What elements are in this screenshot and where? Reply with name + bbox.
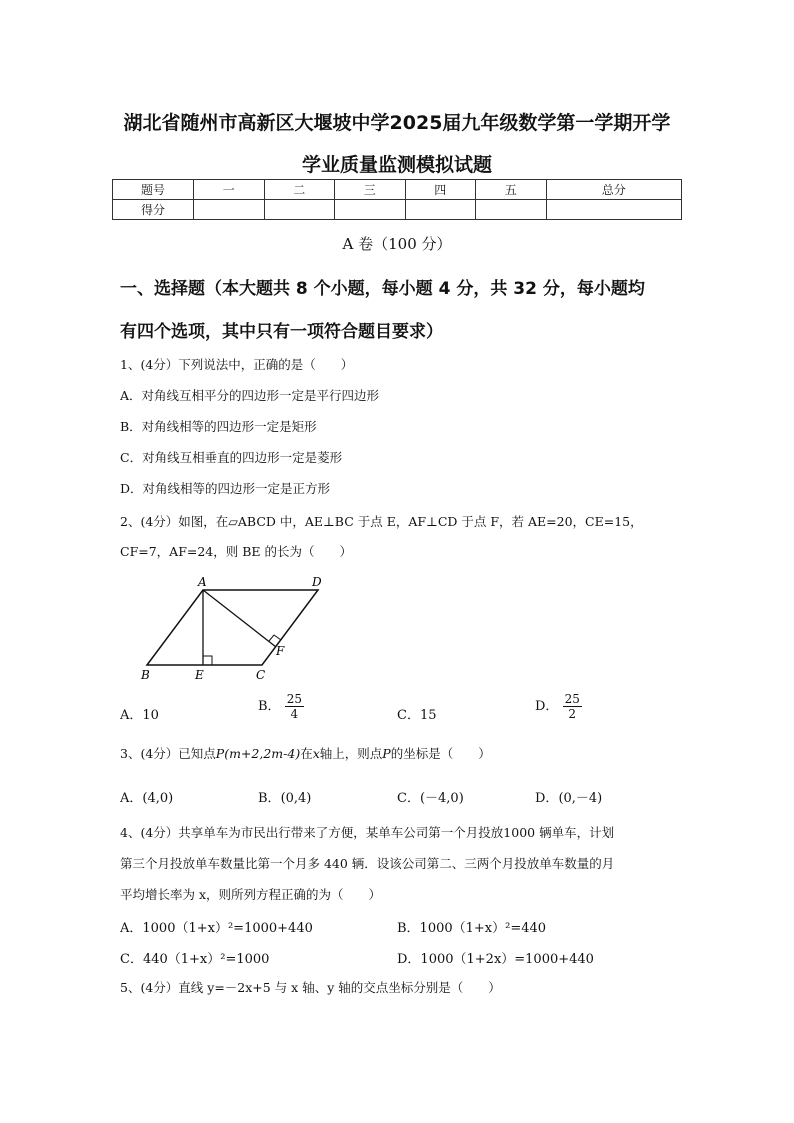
document-title-line2: 学业质量监测模拟试题 xyxy=(301,154,492,176)
q2-option-b xyxy=(258,692,304,721)
q4-option-a: A．1000（1+x）²=1000+440 xyxy=(120,921,313,936)
score-header-cell: 四 xyxy=(405,180,476,200)
q2-stem-line2: CF=7，AF=24，则 BE 的长为（ ） xyxy=(120,544,353,559)
score-header-cell: 三 xyxy=(335,180,406,200)
part1-heading-line2: 有四个选项，其中只有一项符合题目要求） xyxy=(120,322,443,342)
fraction-numerator: 25 xyxy=(286,692,302,706)
score-cell[interactable] xyxy=(264,200,335,220)
q1-option-b: B．对角线相等的四边形一定是矩形 xyxy=(120,419,317,434)
score-header-cell: 总分 xyxy=(546,180,682,200)
q2-option-b-label: B． xyxy=(258,699,281,714)
label-e: E xyxy=(195,668,204,682)
q3-option-c xyxy=(397,787,464,806)
score-cell[interactable] xyxy=(194,200,265,220)
fraction xyxy=(563,692,582,721)
q3-option-a-value: (4,0) xyxy=(142,791,174,806)
label-c: C xyxy=(256,668,266,682)
q4-option-d: D．1000（1+2x）=1000+440 xyxy=(397,952,594,967)
q4-stem-line2: 第三个月投放单车数量比第一个月多 440 辆．设该公司第二、三两个月投放单车数量的月 xyxy=(120,856,615,871)
q2-option-c: C．15 xyxy=(397,708,437,723)
score-table-header-row xyxy=(113,180,682,200)
q3-p-var: P xyxy=(382,746,391,761)
score-table xyxy=(112,179,682,220)
q3-option-b-value: (0,4) xyxy=(280,791,312,806)
fraction xyxy=(285,692,304,721)
q1-stem: 1、(4分）下列说法中，正确的是（ ） xyxy=(120,357,354,372)
score-cell[interactable] xyxy=(405,200,476,220)
q3-x-var: x xyxy=(312,746,320,761)
q2-option-d xyxy=(535,692,582,721)
q1-option-c: C．对角线互相垂直的四边形一定是菱形 xyxy=(120,450,343,465)
q3-option-c-value: (－4,0) xyxy=(419,791,464,806)
label-b: B xyxy=(141,668,150,682)
q3-option-d-label: D． xyxy=(535,791,559,806)
fraction-numerator: 25 xyxy=(564,692,580,706)
label-a: A xyxy=(198,575,207,589)
q4-option-c: C．440（1+x）²=1000 xyxy=(120,952,270,967)
q2-option-a: A．10 xyxy=(120,708,159,723)
q3-point-expression: P(m+2,2m-4) xyxy=(215,746,301,761)
q1-option-d: D．对角线相等的四边形一定是正方形 xyxy=(120,481,331,496)
score-cell[interactable] xyxy=(476,200,547,220)
label-f: F xyxy=(276,644,285,658)
score-header-cell: 一 xyxy=(194,180,265,200)
q4-stem-line1: 4、(4分）共享单车为市民出行带来了方便，某单车公司第一个月投放1000 辆单车，计划 xyxy=(120,825,615,840)
section-a-heading: A 卷（100 分） xyxy=(342,235,452,253)
parallelogram-abcd xyxy=(147,590,318,665)
q3-option-a xyxy=(120,787,173,806)
right-angle-mark-e xyxy=(203,656,212,665)
fraction-denominator: 4 xyxy=(290,707,299,721)
score-cell[interactable] xyxy=(335,200,406,220)
q3-option-b-label: B． xyxy=(258,791,281,806)
fraction-denominator: 2 xyxy=(568,707,577,721)
label-d: D xyxy=(312,575,322,589)
q3-stem-mid: 在 xyxy=(300,746,313,761)
segment-af xyxy=(203,590,276,647)
score-header-cell: 五 xyxy=(476,180,547,200)
score-cell[interactable] xyxy=(546,200,682,220)
score-header-cell: 题号 xyxy=(113,180,194,200)
score-row-label: 得分 xyxy=(113,200,194,220)
q2-stem-line1: 2、(4分）如图，在▱ABCD 中，AE⊥BC 于点 E，AF⊥CD 于点 F，若 AE=20，CE=15， xyxy=(120,514,643,529)
parallelogram-figure xyxy=(135,570,335,685)
q3-stem-suffix: 的坐标是（ ） xyxy=(390,746,491,761)
q3-option-d-value: (0,－4) xyxy=(558,791,603,806)
q3-option-c-label: C． xyxy=(397,791,420,806)
q3-stem-mid2: 轴上，则点 xyxy=(319,746,383,761)
score-header-cell: 二 xyxy=(264,180,335,200)
right-angle-mark-f xyxy=(269,635,281,641)
part1-heading-line1: 一、选择题（本大题共 8 个小题，每小题 4 分，共 32 分，每小题均 xyxy=(120,279,645,299)
document-title-line1: 湖北省随州市高新区大堰坡中学2025届九年级数学第一学期开学 xyxy=(123,112,671,134)
q4-stem-line3: 平均增长率为 x，则所列方程正确的为（ ） xyxy=(120,887,382,902)
q1-option-a: A．对角线互相平分的四边形一定是平行四边形 xyxy=(120,388,380,403)
q3-stem-prefix: 3、(4分）已知点 xyxy=(120,746,216,761)
q3-stem xyxy=(120,744,491,762)
q3-option-d xyxy=(535,787,602,806)
q5-stem: 5、(4分）直线 y=－2x+5 与 x 轴、y 轴的交点坐标分别是（ ） xyxy=(120,980,501,995)
q4-option-b: B．1000（1+x）²=440 xyxy=(397,921,547,936)
q2-option-d-label: D． xyxy=(535,699,559,714)
q3-option-a-label: A． xyxy=(120,791,143,806)
score-table-score-row xyxy=(113,200,682,220)
q3-option-b xyxy=(258,787,311,806)
